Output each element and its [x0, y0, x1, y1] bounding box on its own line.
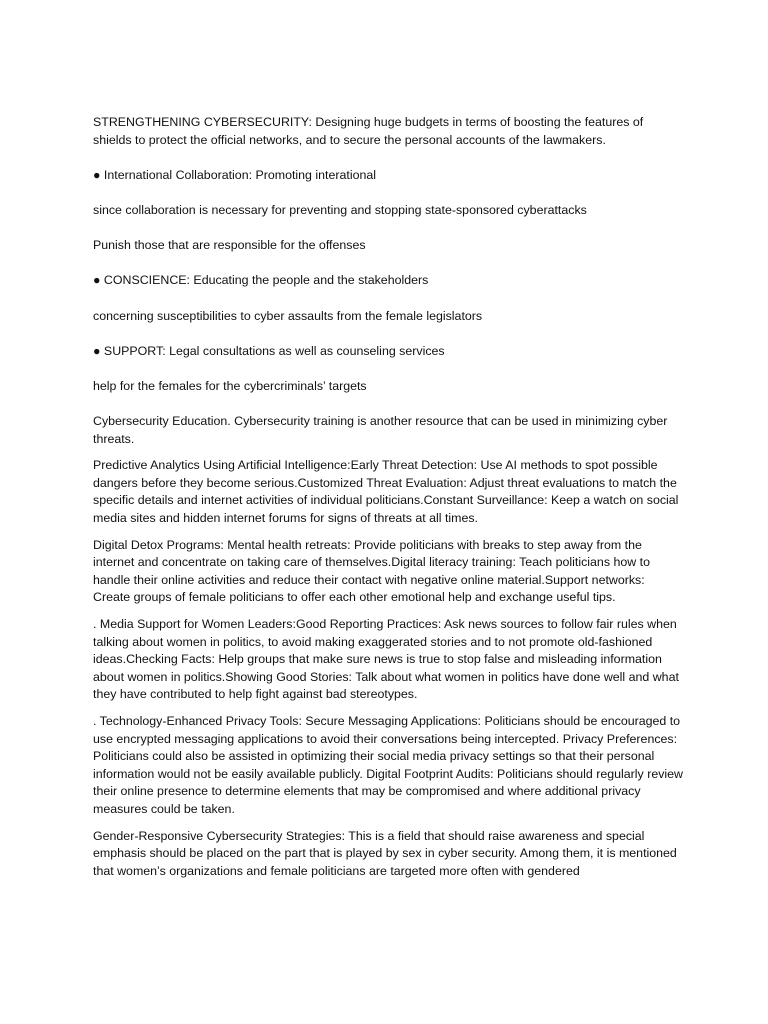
paragraph-help-females: help for the females for the cybercriminals’ targets	[93, 378, 367, 393]
paragraph-collaboration-necessary: since collaboration is necessary for preventing and stopping state-sponsored cyberattacks	[93, 202, 587, 217]
paragraph-privacy-tools: . Technology-Enhanced Privacy Tools: Secure Messaging Applications: Politicians should be encouraged to use encrypted messaging applications to avoid their conversations being intercepted. Privacy Preferences: Politicians could also be assisted in optimizing their social media privacy settings so that their personal information would not be easily available publicly. Digital Footprint Audits: Politicians should regularly review their online presence to determine elements that may be compromised and where additional privacy measures could be taken.	[93, 714, 684, 816]
paragraph-predictive-analytics: Predictive Analytics Using Artificial Intelligence:Early Threat Detection: Use AI methods to spot possible dangers before they become serious.Customized Threat Evaluation: Adjust threat evaluations to match the specific details and internet activities of individual politicians.Constant Surveillance: Keep a watch on social media sites and hidden internet forums for signs of threats at all times.	[93, 458, 679, 526]
bullet-international-collaboration: ● International Collaboration: Promoting interational	[93, 167, 376, 182]
bullet-support: ● SUPPORT: Legal consultations as well as counseling services	[93, 343, 445, 358]
paragraph-cybersecurity-education: Cybersecurity Education. Cybersecurity training is another resource that can be used in minimizing cyber threats.	[93, 414, 668, 446]
bullet-conscience: ● CONSCIENCE: Educating the people and the stakeholders	[93, 273, 429, 288]
paragraph-susceptibilities: concerning susceptibilities to cyber assaults from the female legislators	[93, 308, 483, 323]
document-page	[93, 114, 683, 880]
paragraph-strengthening-cybersecurity: STRENGTHENING CYBERSECURITY: Designing huge budgets in terms of boosting the features of shields to protect the official networks, and to secure the personal accounts of the lawmakers.	[93, 115, 644, 147]
paragraph-punish-offenses: Punish those that are responsible for the offenses	[93, 238, 366, 253]
paragraph-media-support: . Media Support for Women Leaders:Good Reporting Practices: Ask news sources to follow fair rules when talking about women in politics, to avoid making exaggerated stories and to not promote old-fashioned ideas.Checking Facts: Help groups that make sure news is true to stop false and misleading information about women in politics.Showing Good Stories: Talk about what women in politics have done well and what they have contributed to help fight against bad stereotypes.	[93, 617, 679, 702]
paragraph-digital-detox: Digital Detox Programs: Mental health retreats: Provide politicians with breaks to step away from the internet and concentrate on taking care of themselves.Digital literacy training: Teach politicians how to handle their online activities and reduce their contact with negative online material.Support networks: Create groups of female politicians to offer each other emotional help and exchange useful tips.	[93, 537, 650, 605]
paragraph-gender-responsive: Gender-Responsive Cybersecurity Strategies: This is a field that should raise awareness and special emphasis should be placed on the part that is played by sex in cyber security. Among them, it is mentioned that women’s organizations and female politicians are targeted more often with gendered	[93, 828, 677, 878]
